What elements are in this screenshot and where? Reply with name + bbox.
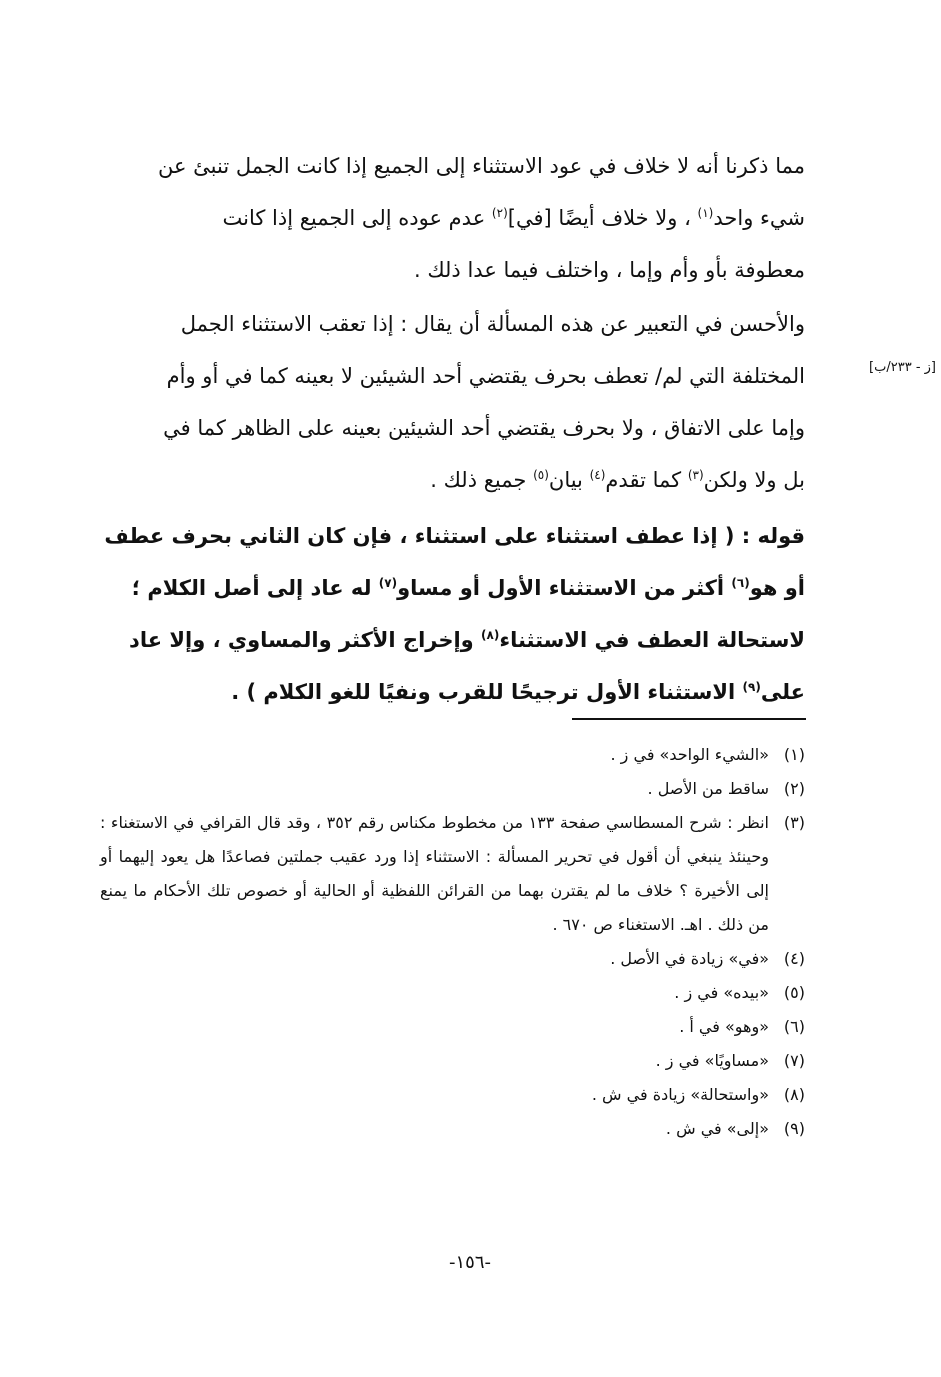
paragraph-3-line-1: قوله : ( إذا عطف استثناء على استثناء ، فإن كان الثاني بحرف عطف [104,524,805,548]
page-number: -١٥٦- [448,1252,491,1273]
footnote-ref-6: (٦) [731,576,750,590]
footnote-text: «واستحالة» زيادة في ش . [591,1085,769,1104]
text-segment: بيان [548,468,583,492]
footnote-number: (٦) [783,1017,805,1036]
text-segment: جميع ذلك . [430,468,527,492]
footnote-number: (٩) [783,1119,805,1138]
footnote-5 [100,976,805,1010]
footnote-ref-7: (٧) [378,576,398,590]
footnote-9 [100,1112,805,1146]
paragraph-3-line-2 [100,562,805,614]
paragraph-3 [100,510,805,718]
paragraph-3-line-4 [100,666,805,718]
footnote-text: ساقط من الأصل . [647,779,769,798]
paragraph-2-line-4 [100,454,805,506]
text-segment: أكثر من الاستثناء الأول أو مساو [397,576,725,600]
footnote-number: (١) [783,745,805,764]
footnote-4 [100,942,805,976]
paragraph-2-line-2: المختلفة التي لم/ تعطف بحرف يقتضي أحد الشيئين لا بعينه كما في أو وأم [166,364,805,388]
footnote-number: (٢) [783,779,805,798]
footnote-3 [100,806,805,942]
margin-manuscript-note: [ز - ٢٣٣/ب] [869,360,936,375]
footnote-ref-1: (١) [697,206,714,220]
paragraph-1-line-2 [100,192,805,244]
footnote-ref-9: (٩) [742,680,761,694]
footnote-8 [100,1078,805,1112]
text-segment: على [760,680,805,704]
footnote-2 [100,772,805,806]
footnote-ref-5: (٥) [533,468,549,482]
paragraph-2-line-3: وإما على الاتفاق ، ولا بحرف يقتضي أحد الشيئين بعينه على الظاهر كما في [163,416,805,440]
footnote-text: «إلى» في ش . [665,1119,769,1138]
footnote-text: «بيده» في ز . [674,983,769,1002]
footnote-number: (٨) [783,1085,805,1104]
footnotes [100,738,805,1146]
paragraph-3-line-3 [100,614,805,666]
footnote-number: (٥) [783,983,805,1002]
text-segment: كما تقدم [605,468,682,492]
text-segment: له عاد إلى أصل الكلام ؛ [131,576,372,600]
footnote-number: (٤) [783,949,805,968]
paragraph-2 [100,298,805,506]
footnote-text: «مساويًا» في ز . [655,1051,769,1070]
paragraph-2-line-1: والأحسن في التعبير عن هذه المسألة أن يقال : إذا تعقب الاستثناء الجمل [180,312,805,336]
text-segment: عدم عوده إلى الجميع إذا كانت [222,206,486,230]
footnote-ref-4: (٤) [589,468,606,482]
paragraph-1-line-3: معطوفة بأو وأم وإما ، واختلف فيما عدا ذلك . [413,258,805,282]
paragraph-1-line-1: مما ذكرنا أنه لا خلاف في عود الاستثناء إلى الجميع إذا كانت الجمل تنبئ عن [157,154,805,178]
text-segment: لاستحالة العطف في الاستثناء [499,628,805,652]
footnote-text: «وهو» في أ . [679,1017,769,1036]
text-segment: الاستثناء الأول ترجيحًا للقرب ونفيًا للغو الكلام ) . [231,680,736,704]
paragraph-1 [100,140,805,296]
text-segment: شيء واحد [713,206,805,230]
footnote-number: (٣) [783,813,805,832]
footnote-text: «في» زيادة في الأصل . [610,949,769,968]
footnote-text: «الشيء الواحد» في ز . [610,745,769,764]
footnote-ref-8: (٨) [481,628,500,642]
footnote-text: انظر : شرح المسطاسي صفحة ١٣٣ من مخطوط مكناس رقم ٣٥٢ ، وقد قال القرافي في الاستغناء : وحينئذ ينبغي أن أقول في تحرير المسألة : الاستثناء إذا ورد عقيب جملتين فصاعدًا هل يعود إليهما أو إلى الأخيرة ؟ خلاف ما لم يقترن بهما من القرائن اللفظية أو الحالية أو خصوص تلك الأحكام ما يمنع من ذلك . اهـ. الاستغناء ص ٦٧٠ . [100,813,770,934]
footnote-7 [100,1044,805,1078]
text-segment: ، ولا خلاف أيضًا [في] [507,206,691,230]
footnote-divider [572,718,806,720]
footnote-6 [100,1010,805,1044]
text-segment: وإخراج الأكثر والمساوي ، وإلا عاد [129,628,474,652]
text-segment: أو هو [749,576,805,600]
footnote-1 [100,738,805,772]
footnote-number: (٧) [783,1051,805,1070]
text-segment: بل ولا ولكن [703,468,805,492]
footnote-ref-3: (٣) [687,468,704,482]
footnote-ref-2: (٢) [491,206,508,220]
